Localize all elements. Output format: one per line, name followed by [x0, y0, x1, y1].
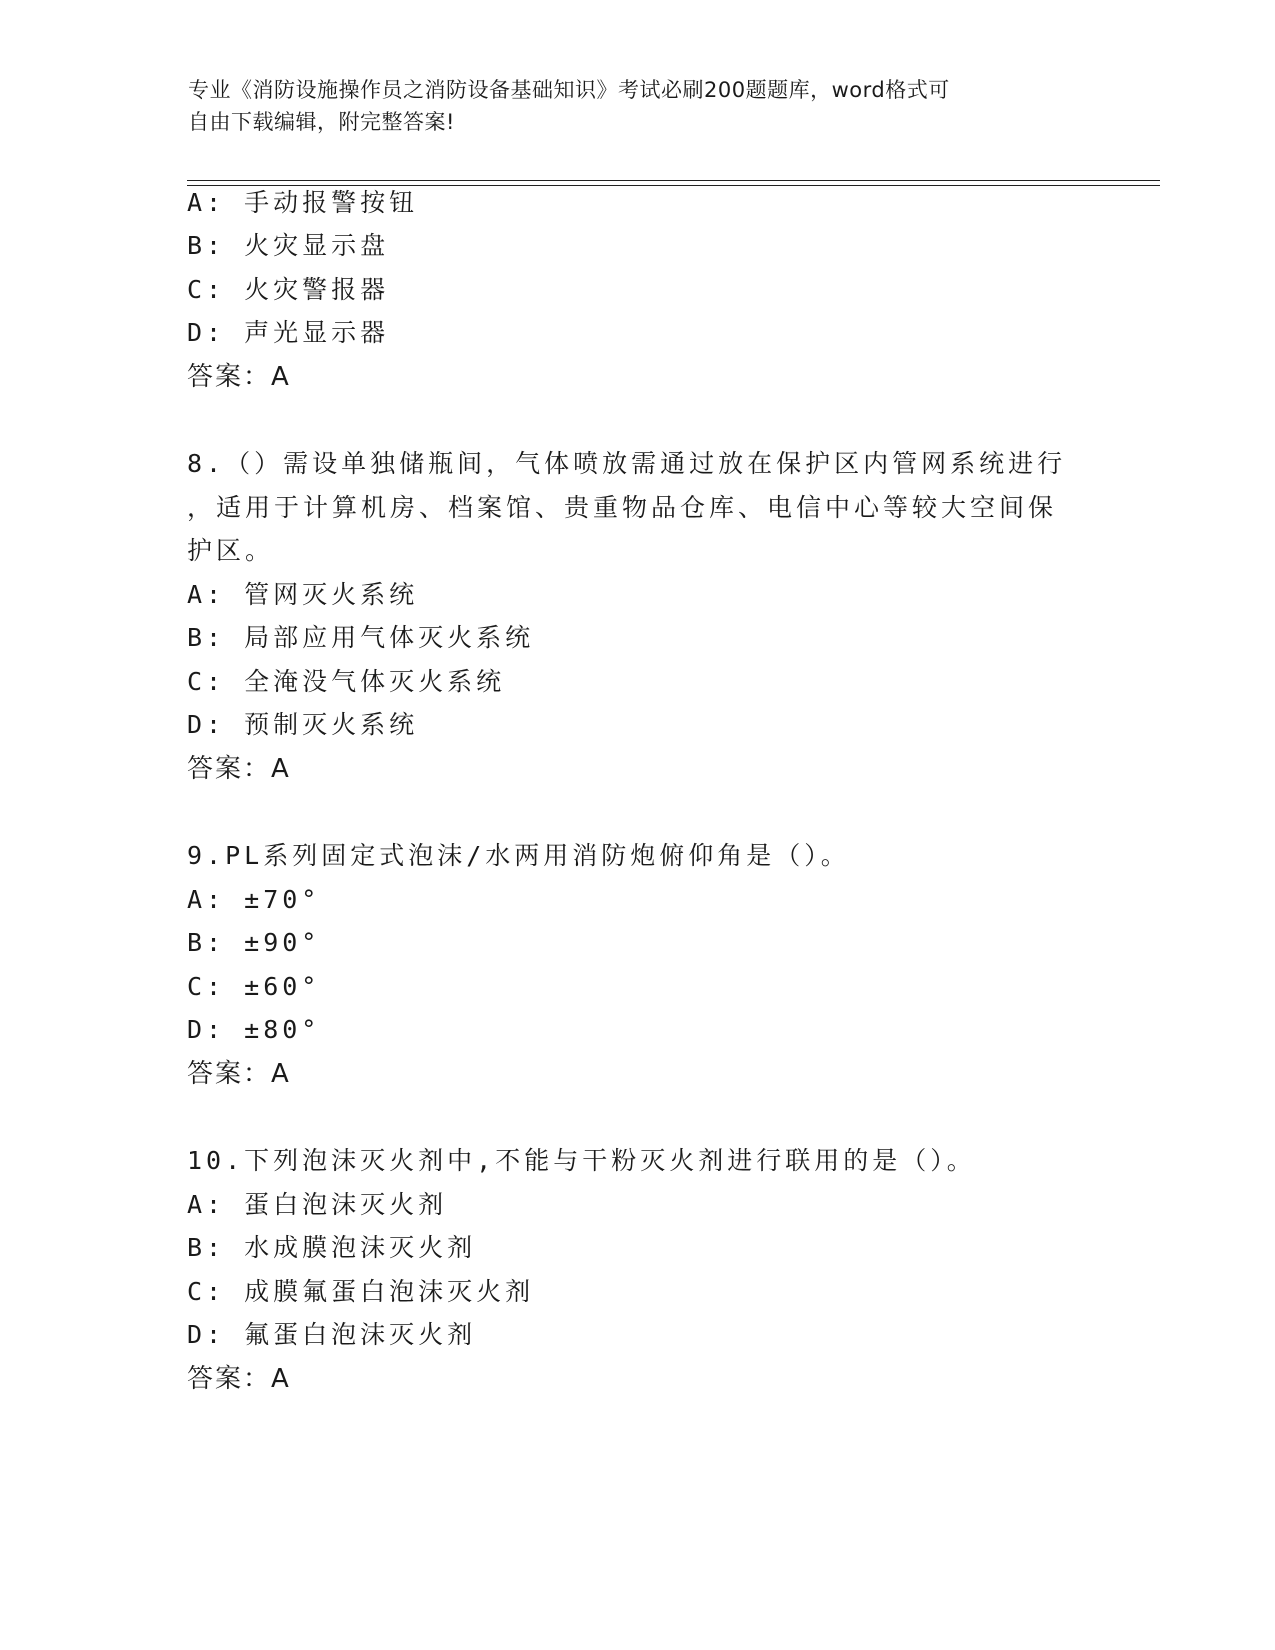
- q9-option-a: A: ±70°: [187, 885, 321, 914]
- q10-stem: 10.下列泡沫灭火剂中,不能与干粉灭火剂进行联用的是（）。: [187, 1146, 976, 1175]
- q9-option-b: B: ±90°: [187, 928, 321, 957]
- q8-answer: 答案：A: [187, 754, 291, 784]
- header-title-line-2: 自由下载编辑，附完整答案!: [188, 110, 455, 134]
- q8-stem-line-1: 8.（）需设单独储瓶间，气体喷放需通过放在保护区内管网系统进行: [187, 449, 1067, 478]
- q8-option-d: D: 预制灭火系统: [187, 710, 419, 739]
- q9-answer: 答案：A: [187, 1059, 291, 1089]
- q10-answer: 答案：A: [187, 1364, 291, 1394]
- q7-option-a: A: 手动报警按钮: [187, 188, 419, 217]
- q9-option-d: D: ±80°: [187, 1015, 321, 1044]
- q10-option-b: B: 水成膜泡沫灭火剂: [187, 1233, 477, 1262]
- q7-answer: 答案：A: [187, 362, 291, 392]
- q8-option-b: B: 局部应用气体灭火系统: [187, 623, 535, 652]
- q7-option-c: C: 火灾警报器: [187, 275, 390, 304]
- q8-stem-line-3: 护区。: [187, 536, 275, 565]
- q7-option-b: B: 火灾显示盘: [187, 231, 390, 260]
- q9-option-c: C: ±60°: [187, 972, 321, 1001]
- q8-option-a: A: 管网灭火系统: [187, 580, 419, 609]
- q10-option-a: A: 蛋白泡沫灭火剂: [187, 1190, 448, 1219]
- header-title-line-1: 专业《消防设施操作员之消防设备基础知识》考试必刷200题题库，word格式可: [188, 78, 950, 102]
- q10-option-d: D: 氟蛋白泡沫灭火剂: [187, 1320, 477, 1349]
- q10-option-c: C: 成膜氟蛋白泡沫灭火剂: [187, 1277, 535, 1306]
- q9-stem: 9.PL系列固定式泡沫/水两用消防炮俯仰角是（）。: [187, 841, 850, 870]
- q7-option-d: D: 声光显示器: [187, 318, 390, 347]
- q8-stem-line-2: ，适用于计算机房、档案馆、贵重物品仓库、电信中心等较大空间保: [187, 493, 1058, 522]
- document-header: [188, 74, 1068, 138]
- header-divider: [187, 180, 1160, 186]
- q8-option-c: C: 全淹没气体灭火系统: [187, 667, 506, 696]
